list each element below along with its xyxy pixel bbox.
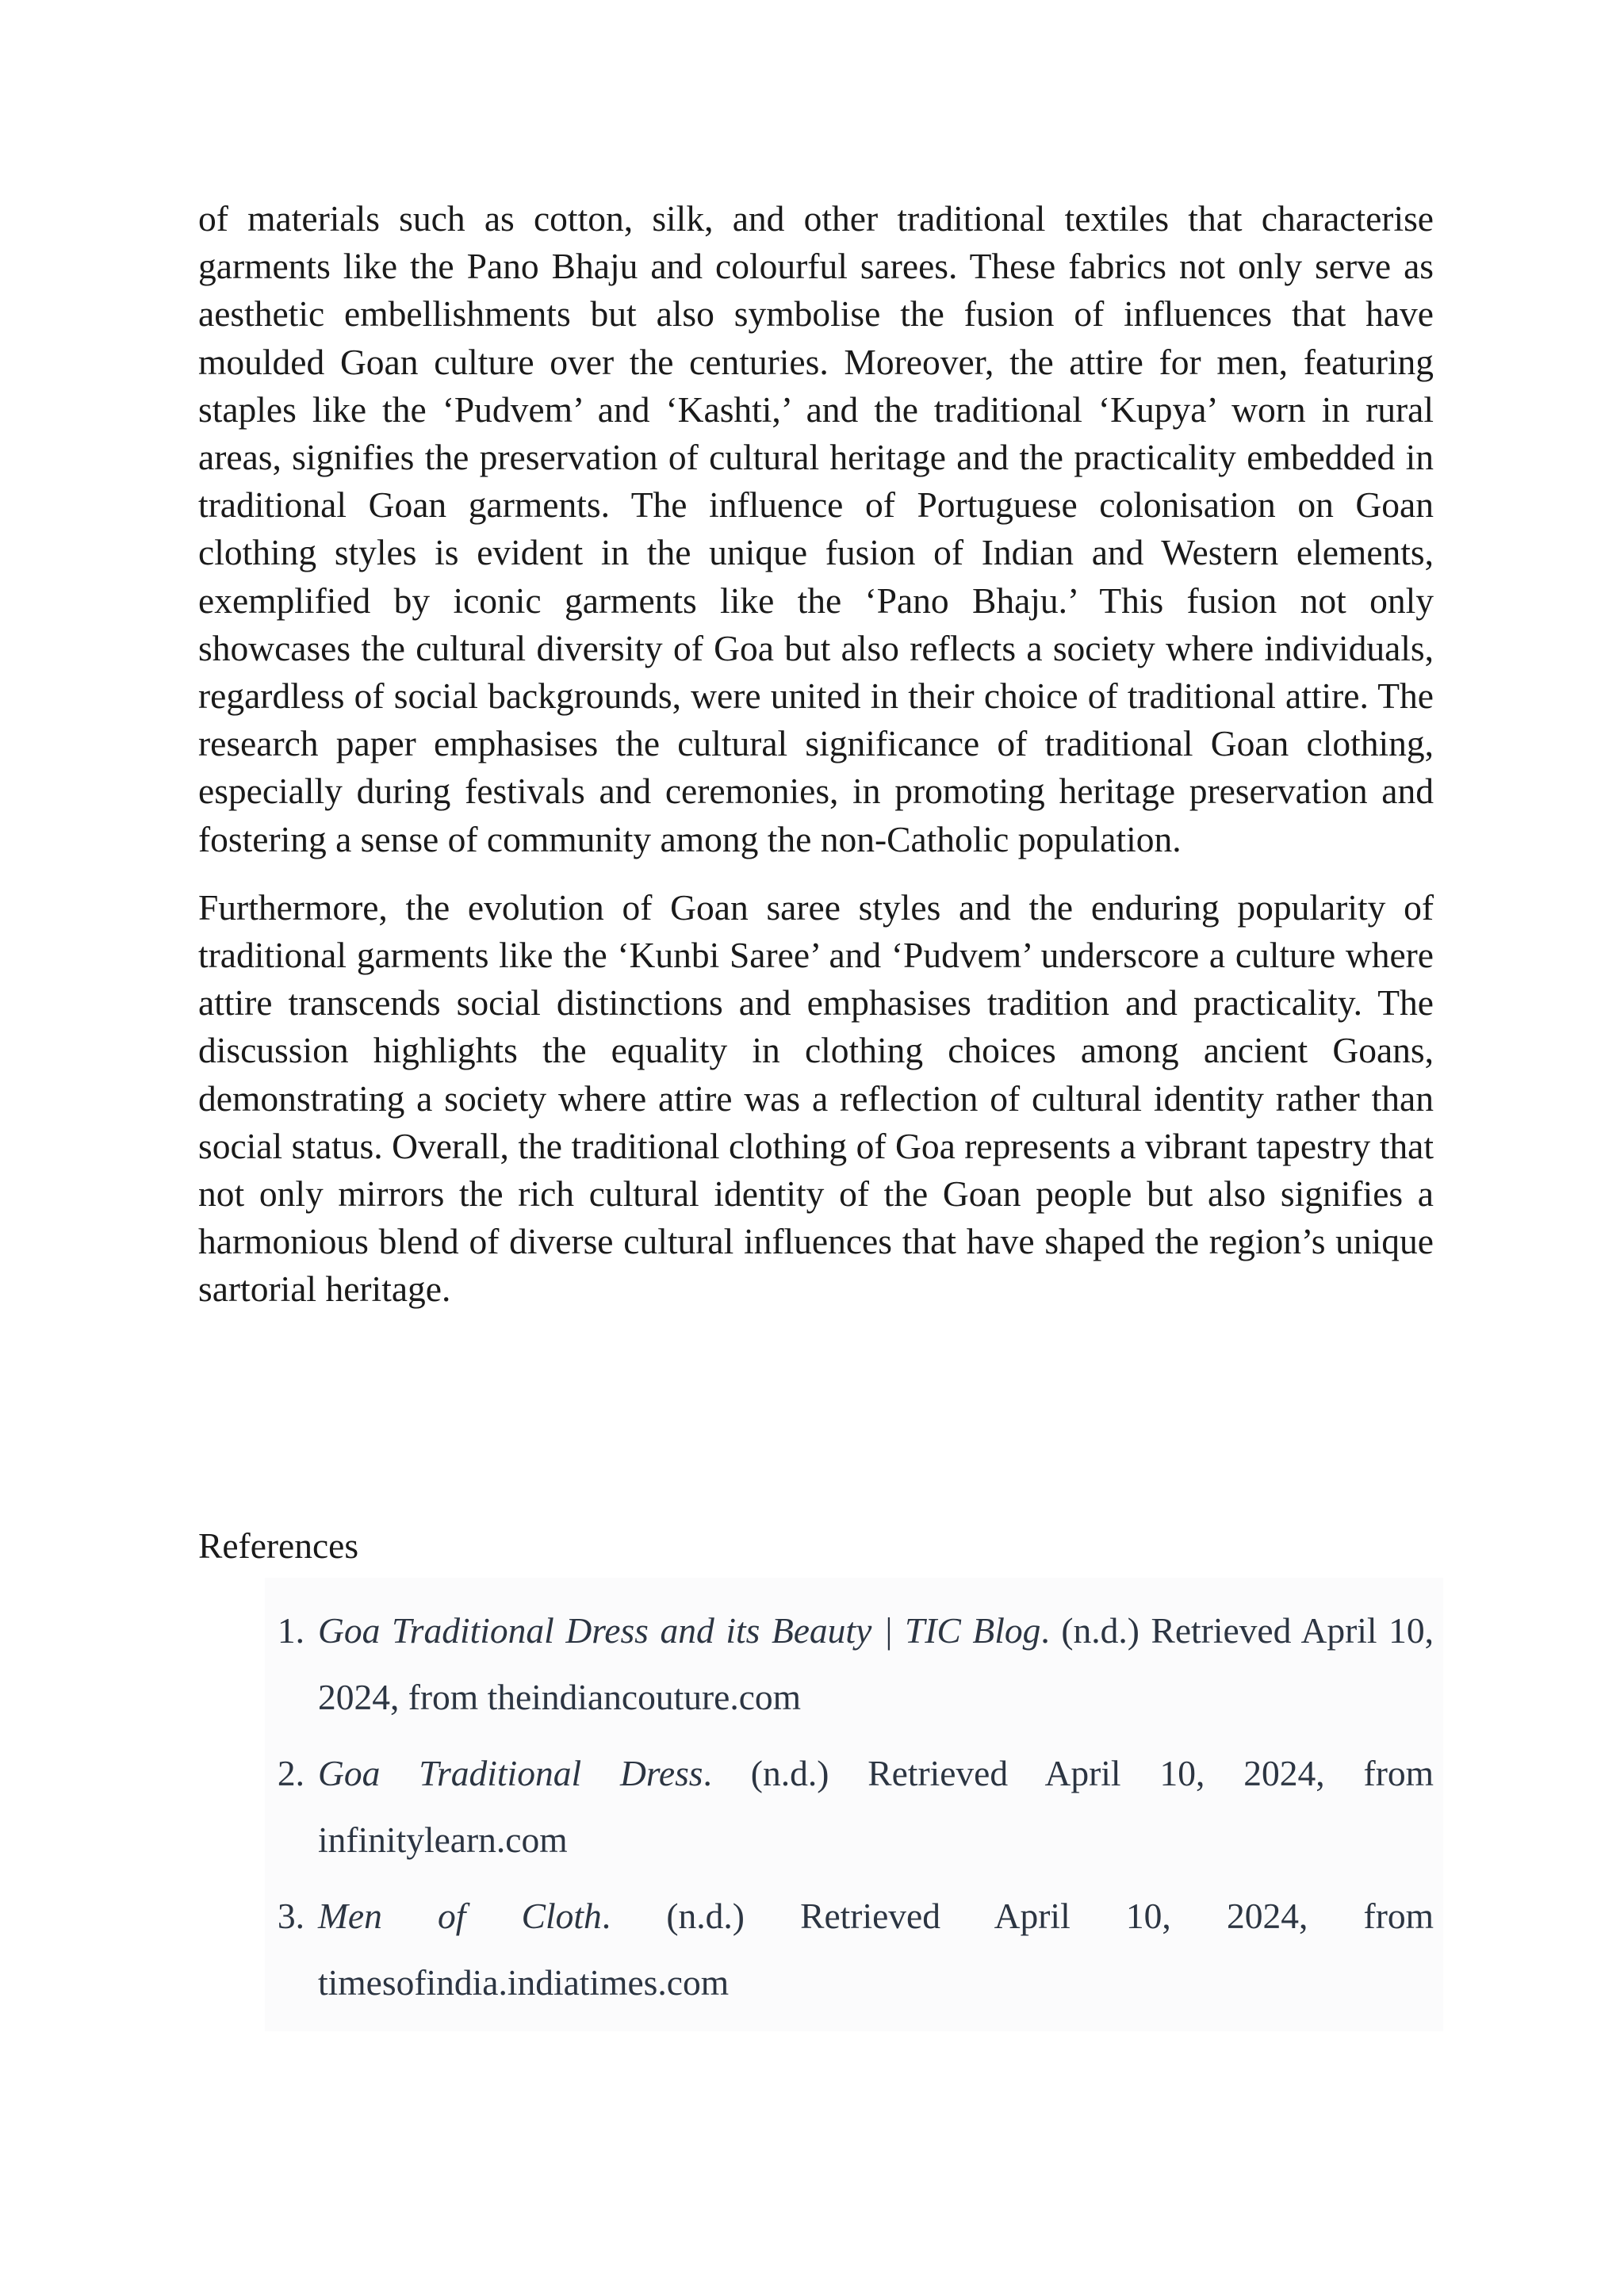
references-list xyxy=(265,1598,1434,2026)
reference-title: Goa Traditional Dress and its Beauty | TIC Blog xyxy=(318,1610,1041,1651)
reference-title: Men of Cloth xyxy=(318,1896,602,1936)
reference-number: 1. xyxy=(277,1610,304,1651)
reference-item xyxy=(265,1740,1434,1873)
reference-number: 2. xyxy=(277,1753,304,1793)
reference-item xyxy=(265,1883,1434,2016)
document-body xyxy=(198,195,1434,1334)
body-paragraph: of materials such as cotton, silk, and other traditional textiles that characterise garments like the Pano Bhaju and colourful sarees. These fabrics not only serve as aesthetic embellishments but also symbolise the fusion of influences that have moulded Goan culture over the centuries. Moreover, the attire for men, featuring staples like the ‘Pudvem’ and ‘Kashti,’ and the traditional ‘Kupya’ worn in rural areas, signifies the preservation of cultural heritage and the practicality embedded in traditional Goan garments. The influence of Portuguese colonisation on Goan clothing styles is evident in the unique fusion of Indian and Western elements, exemplified by iconic garments like the ‘Pano Bhaju.’ This fusion not only showcases the cultural diversity of Goa but also reflects a society where individuals, regardless of social backgrounds, were united in their choice of traditional attire. The research paper emphasises the cultural significance of traditional Goan clothing, especially during festivals and ceremonies, in promoting heritage preservation and fostering a sense of community among the non-Catholic population. xyxy=(198,198,1434,859)
reference-title: Goa Traditional Dress xyxy=(318,1753,703,1793)
reference-item xyxy=(265,1598,1434,1731)
reference-number: 3. xyxy=(277,1896,304,1936)
reference-citation: . (n.d.) Retrieved April 10, 2024, from infinitylearn.com xyxy=(318,1753,1434,1860)
references-heading: References xyxy=(198,1525,359,1566)
reference-citation: . (n.d.) Retrieved April 10, 2024, from timesofindia.indiatimes.com xyxy=(318,1896,1434,2003)
body-paragraph: Furthermore, the evolution of Goan saree styles and the enduring popularity of traditional garments like the ‘Kunbi Saree’ and ‘Pudvem’ underscore a culture where attire transcends social distinctions and emphasises tradition and practicality. The discussion highlights the equality in clothing choices among ancient Goans, demonstrating a society where attire was a reflection of cultural identity rather than social status. Overall, the traditional clothing of Goa represents a vibrant tapestry that not only mirrors the rich cultural identity of the Goan people but also signifies a harmonious blend of diverse cultural influences that have shaped the region’s unique sartorial heritage. xyxy=(198,886,1434,1310)
reference-citation: . (n.d.) Retrieved April 10, 2024, from theindiancouture.com xyxy=(318,1610,1434,1717)
